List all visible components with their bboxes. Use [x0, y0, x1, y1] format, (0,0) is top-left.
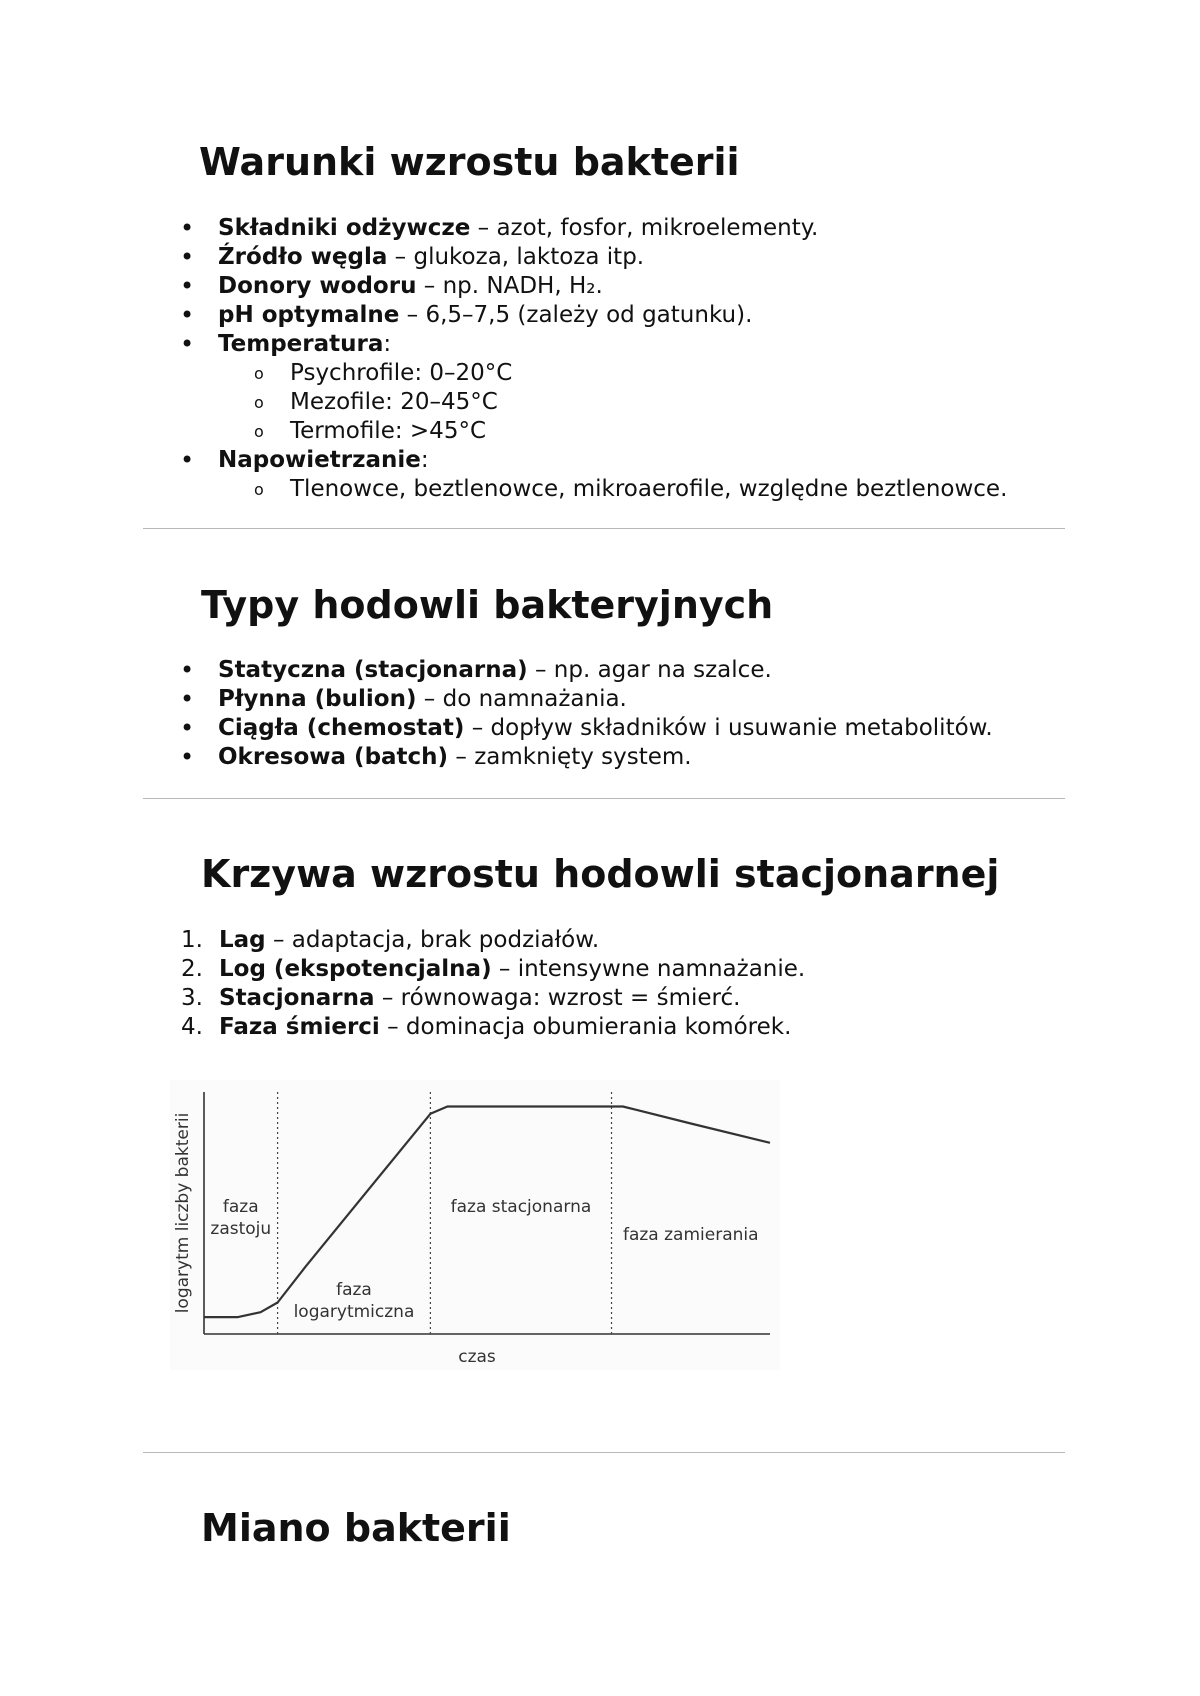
item-term: Źródło węgla: [218, 244, 388, 270]
list-item: [181, 984, 805, 1013]
bullet-icon: [180, 330, 218, 360]
item-desc: – adaptacja, brak podziałów.: [265, 927, 600, 953]
sub-list-item: [180, 359, 1007, 388]
item-term: Statyczna (stacjonarna): [218, 657, 528, 683]
sub-item-text: Psychrofile: 0–20°C: [290, 360, 513, 386]
list-item: [181, 955, 805, 984]
growth-curve-chart: [170, 1080, 780, 1370]
phase-label: zastoju: [210, 1219, 272, 1239]
list-item: [180, 330, 1007, 359]
section-title-culture-types: Typy hodowli bakteryjnych: [201, 583, 774, 627]
bullet-icon: [180, 685, 218, 715]
list-item: [180, 446, 1007, 475]
item-desc: – zamknięty system.: [448, 744, 692, 770]
list-item: [181, 926, 805, 955]
list-item: [180, 272, 1007, 301]
list-item: [180, 301, 1007, 330]
sub-item-text: Tlenowce, beztlenowce, mikroaerofile, względne beztlenowce.: [290, 476, 1008, 502]
item-desc: – np. NADH, H₂.: [416, 273, 603, 299]
item-term: pH optymalne: [218, 302, 400, 328]
item-term: Temperatura: [218, 331, 384, 357]
list-item: [180, 685, 993, 714]
section-title-growth-conditions: Warunki wzrostu bakterii: [199, 140, 740, 184]
section-title-titer: Miano bakterii: [201, 1506, 511, 1550]
bullet-icon: [180, 446, 218, 476]
phase-label: faza: [222, 1197, 259, 1217]
circle-bullet-icon: [254, 417, 292, 446]
bullet-icon: [180, 243, 218, 273]
item-desc: – glukoza, laktoza itp.: [387, 244, 645, 270]
item-desc: – azot, fosfor, mikroelementy.: [470, 215, 819, 241]
item-desc: – do namnażania.: [416, 686, 627, 712]
list-item: [181, 1013, 805, 1042]
section-divider: [143, 1452, 1065, 1453]
bullet-icon: [180, 214, 218, 244]
bullet-icon: [180, 714, 218, 744]
item-term: Lag: [219, 927, 266, 953]
item-number: 4.: [181, 1014, 203, 1040]
item-term: Donory wodoru: [218, 273, 417, 299]
item-desc: – równowaga: wzrost = śmierć.: [374, 985, 741, 1011]
phase-label: faza: [336, 1280, 372, 1300]
item-desc: – dominacja obumierania komórek.: [379, 1014, 792, 1040]
item-term: Stacjonarna: [219, 985, 375, 1011]
sub-list-item: [180, 417, 1007, 446]
item-desc: – 6,5–7,5 (zależy od gatunku).: [399, 302, 753, 328]
circle-bullet-icon: [254, 388, 292, 417]
item-desc: :: [420, 447, 429, 473]
aeration-sublist: [180, 475, 1007, 504]
circle-bullet-icon: [254, 359, 292, 388]
sub-list-item: [180, 475, 1007, 504]
list-item: [180, 214, 1007, 243]
phase-label: logarytmiczna: [293, 1302, 415, 1322]
list-item: [180, 656, 993, 685]
item-term: Napowietrzanie: [218, 447, 421, 473]
item-desc: – dopływ składników i usuwanie metabolitów.: [464, 715, 993, 741]
item-number: 1.: [181, 927, 203, 953]
bullet-icon: [180, 743, 218, 773]
list-item: [180, 743, 993, 772]
item-number: 2.: [181, 956, 203, 982]
circle-bullet-icon: [254, 475, 292, 504]
section-title-growth-curve: Krzywa wzrostu hodowli stacjonarnej: [201, 852, 1000, 896]
item-term: Faza śmierci: [219, 1014, 380, 1040]
item-term: Ciągła (chemostat): [218, 715, 465, 741]
bullet-icon: [180, 656, 218, 686]
growth-conditions-list: [180, 214, 1007, 504]
item-desc: :: [383, 331, 392, 357]
list-item: [180, 243, 1007, 272]
item-number: 3.: [181, 985, 203, 1011]
phase-label: faza stacjonarna: [450, 1197, 592, 1217]
item-desc: – np. agar na szalce.: [527, 657, 772, 683]
growth-curve-phases-list: [181, 926, 805, 1042]
sub-item-text: Termofile: >45°C: [290, 418, 487, 444]
item-term: Płynna (bulion): [218, 686, 417, 712]
culture-types-list: [180, 656, 993, 772]
section-divider: [143, 528, 1065, 529]
bullet-icon: [180, 272, 218, 302]
item-term: Składniki odżywcze: [218, 215, 471, 241]
section-divider: [143, 798, 1065, 799]
item-desc: – intensywne namnażanie.: [491, 956, 806, 982]
sub-list-item: [180, 388, 1007, 417]
y-axis-label: logarytm liczby bakterii: [173, 1112, 193, 1314]
temperature-sublist: [180, 359, 1007, 446]
item-term: Log (ekspotencjalna): [219, 956, 492, 982]
list-item: [180, 714, 993, 743]
bullet-icon: [180, 301, 218, 331]
sub-item-text: Mezofile: 20–45°C: [290, 389, 498, 415]
phase-label: faza zamierania: [622, 1225, 759, 1245]
item-term: Okresowa (batch): [218, 744, 449, 770]
x-axis-label: czas: [458, 1347, 496, 1367]
